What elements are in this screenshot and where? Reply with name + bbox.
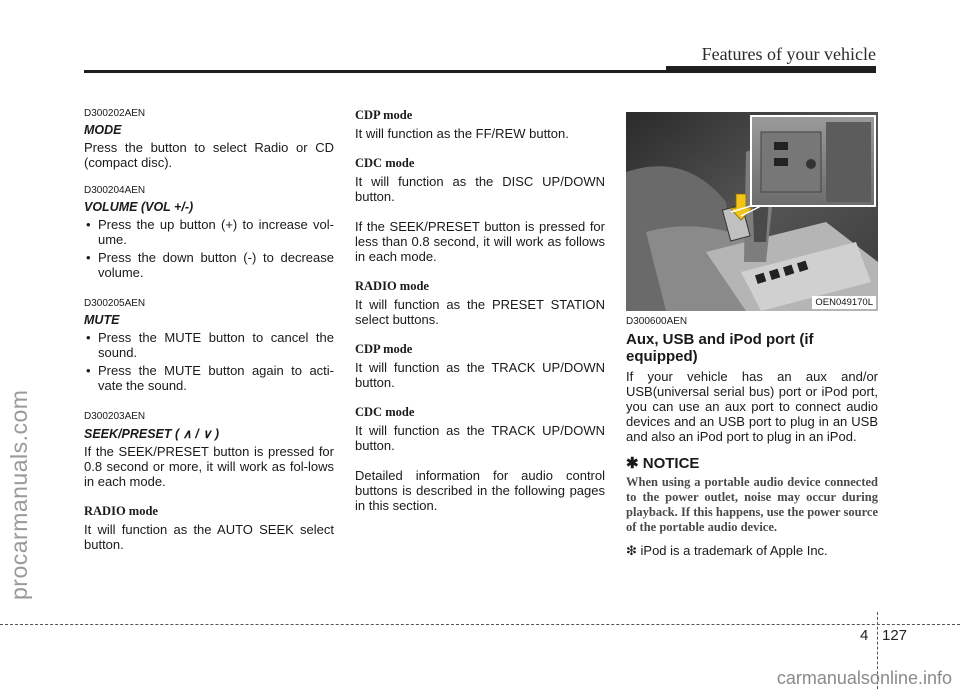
aux-usb-heading: Aux, USB and iPod port (if equipped) [626, 331, 814, 365]
aux-usb-text: If your vehicle has an aux and/or USB(universal serial bus) port or iPod port, you can use an aux port to connect audio devices and an USB port to plug in an USB and also an iPod port to plug in an iPod. [626, 369, 878, 444]
footer-rule [0, 624, 960, 625]
seek-heading: SEEK/PRESET ( ∧ / ∨ ) [84, 427, 219, 441]
section-code: D300204AEN [84, 185, 146, 196]
radio-mode-text: It will function as the PRESET STATION select buttons. [355, 297, 605, 327]
footer-watermark: carmanualsonline.info [776, 668, 952, 688]
column-1 [84, 108, 334, 552]
list-item: • Press the down button (-) to decrease volume. [84, 250, 334, 280]
console-port-photo [626, 112, 878, 311]
header-rule [84, 70, 876, 73]
section-code: D300600AEN [626, 316, 688, 327]
cdc-mode-heading: CDC mode [355, 405, 415, 419]
page-header-title: Features of your vehicle [701, 44, 876, 64]
mode-text: Press the button to select Radio or CD (compact disc). [84, 140, 334, 170]
cdc-mode-heading: CDC mode [355, 156, 415, 170]
mode-heading: MODE [84, 123, 122, 137]
figure-caption: OEN049170L [812, 296, 876, 309]
cdp-mode-heading: CDP mode [355, 108, 413, 122]
list-item: • Press the MUTE button to cancel the sound. [84, 330, 334, 360]
mute-heading: MUTE [84, 313, 120, 327]
cdp-mode-text: It will function as the FF/REW button. [355, 126, 569, 141]
section-code: D300202AEN [84, 108, 146, 119]
mute-list [84, 330, 334, 393]
column-2 [355, 108, 605, 513]
seek-text: If the SEEK/PRESET button is pressed for 0.8 second or more, it will work as fol-lows in each mode. [84, 444, 334, 489]
cdc-mode-text: It will function as the DISC UP/DOWN button. [355, 174, 605, 204]
column-3 [626, 316, 878, 558]
volume-heading: VOLUME (VOL +/-) [84, 200, 194, 214]
notice-heading: ✱ NOTICE [626, 455, 700, 472]
radio-mode-heading: RADIO mode [355, 279, 429, 293]
volume-list [84, 217, 334, 280]
section-code: D300203AEN [84, 411, 146, 422]
radio-mode-text: It will function as the AUTO SEEK select button. [84, 522, 334, 552]
cdp-mode-text: It will function as the TRACK UP/DOWN button. [355, 360, 605, 390]
radio-mode-heading: RADIO mode [84, 504, 158, 518]
short-press-text: If the SEEK/PRESET button is pressed for less than 0.8 second, it will work as follows in each mode. [355, 219, 605, 264]
notice-text: When using a portable audio device connected to the power outlet, noise may occur during playback. If this happens, use the power source of the portable audio device. [626, 475, 878, 534]
detail-text: Detailed information for audio control buttons is described in the following pages in this section. [355, 468, 605, 513]
side-watermark: procarmanuals.com [6, 389, 32, 600]
cdc-mode-text: It will function as the TRACK UP/DOWN button. [355, 423, 605, 453]
list-item: • Press the MUTE button again to acti-vate the sound. [84, 363, 334, 393]
cdp-mode-heading: CDP mode [355, 342, 413, 356]
page-number: 127 [882, 627, 908, 644]
list-item: • Press the up button (+) to increase vol-ume. [84, 217, 334, 247]
trademark-note: ❇ iPod is a trademark of Apple Inc. [626, 543, 828, 558]
section-number: 4 [860, 627, 869, 644]
section-code: D300205AEN [84, 298, 146, 309]
